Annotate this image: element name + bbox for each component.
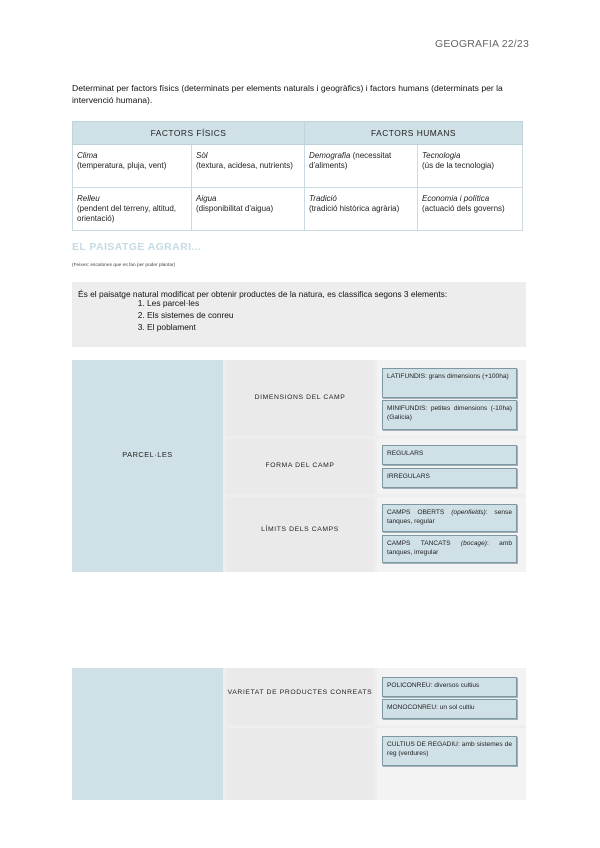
factor-cell	[192, 188, 305, 231]
section-title: EL PAISATGE AGRARI...	[72, 241, 202, 253]
factor-term: Clima	[77, 151, 98, 160]
options-cell	[377, 497, 526, 572]
group-label: FORMA DEL CAMP	[265, 462, 335, 469]
summary-list	[122, 297, 234, 333]
parcel-box	[72, 360, 526, 572]
factor-desc: (tradició històrica agrària)	[309, 204, 400, 213]
factor-desc: (pendent del terreny, altitud, orientació)	[77, 204, 177, 223]
source-note: (Feixes: escalones que es fan per poder plantar)	[72, 263, 176, 268]
factor-desc: (ús de la tecnologia)	[422, 161, 495, 170]
factor-term: Economia i política	[422, 194, 490, 203]
conreu-box	[72, 668, 526, 800]
factors-table-header	[73, 122, 523, 145]
factor-cell	[418, 145, 523, 188]
option-box: CULTIUS DE REGADIU: amb sistemes de reg (verdures)	[382, 736, 517, 766]
header-human-factors: FACTORS HUMANS	[305, 122, 523, 145]
factor-term: Tecnologia	[422, 151, 461, 160]
page-label: GEOGRAFIA 22/23	[434, 38, 529, 50]
factor-desc: (necessitat d'aliments)	[309, 151, 392, 170]
options-cell	[377, 439, 526, 494]
group-cell	[226, 439, 374, 494]
option-box: POLICONREU: diversos cultius	[382, 677, 517, 697]
list-item: 2. Els sistemes de conreu	[147, 309, 234, 321]
table-row	[73, 188, 523, 231]
group-cell	[226, 728, 374, 800]
factor-desc: (disponibilitat d'aigua)	[196, 204, 274, 213]
list-item: 1. Les parcel·les	[147, 297, 234, 309]
option-box: MONOCONREU: un sol cultiu	[382, 699, 517, 719]
factor-term: Demografia	[309, 151, 351, 160]
factor-cell	[192, 145, 305, 188]
factor-cell	[73, 188, 192, 231]
options-cell	[377, 668, 526, 725]
parcel-main-cell	[72, 360, 223, 572]
list-item: 3. El poblament	[147, 321, 234, 333]
factor-cell	[305, 188, 418, 231]
header-physical-factors: FACTORS FÍSICS	[73, 122, 305, 145]
options-cell	[377, 728, 526, 800]
factor-cell	[305, 145, 418, 188]
factor-term: Relleu	[77, 194, 100, 203]
option-box: REGULARS	[382, 445, 517, 465]
factor-term: Sòl	[196, 151, 208, 160]
factors-table	[72, 121, 523, 231]
factor-term: Aigua	[196, 194, 217, 203]
intro-paragraph: Determinat per factors físics (determinats per elements naturals i geogràfics) i factors humans (determinats per la intervenció humana).	[72, 83, 503, 105]
factor-cell	[73, 145, 192, 188]
factor-desc: (temperatura, pluja, vent)	[77, 161, 167, 170]
option-box: LATIFUNDIS: grans dimensions (+100ha)	[382, 368, 517, 398]
factor-desc: (actuació dels governs)	[422, 204, 505, 213]
factor-desc: (textura, acidesa, nutrients)	[196, 161, 293, 170]
group-cell	[226, 497, 374, 572]
summary-lead: És el paisatge natural modificat per obtenir productes de la natura, es classifica segons 3 elements:	[78, 289, 448, 299]
group-label: VARIETAT DE PRODUCTES CONREATS	[227, 689, 373, 696]
group-label: DIMENSIONS DEL CAMP	[254, 394, 346, 401]
summary-box	[72, 282, 526, 347]
table-row	[73, 145, 523, 188]
conreu-main-cell	[72, 668, 223, 800]
group-cell	[226, 360, 374, 436]
group-label: LÍMITS DELS CAMPS	[261, 526, 339, 533]
option-box: CAMPS OBERTS (openfields): sense tanques, regular	[382, 504, 517, 532]
parcel-main-label: PARCEL·LES	[122, 450, 173, 459]
group-cell	[226, 668, 374, 725]
option-box: CAMPS TANCATS (bocage): amb tanques, irregular	[382, 535, 517, 563]
option-box: MINIFUNDIS: petites dimensions (-10ha) (Galícia)	[382, 400, 517, 430]
options-cell	[377, 360, 526, 436]
option-box: IRREGULARS	[382, 468, 517, 488]
factor-cell	[418, 188, 523, 231]
factor-term: Tradició	[309, 194, 337, 203]
